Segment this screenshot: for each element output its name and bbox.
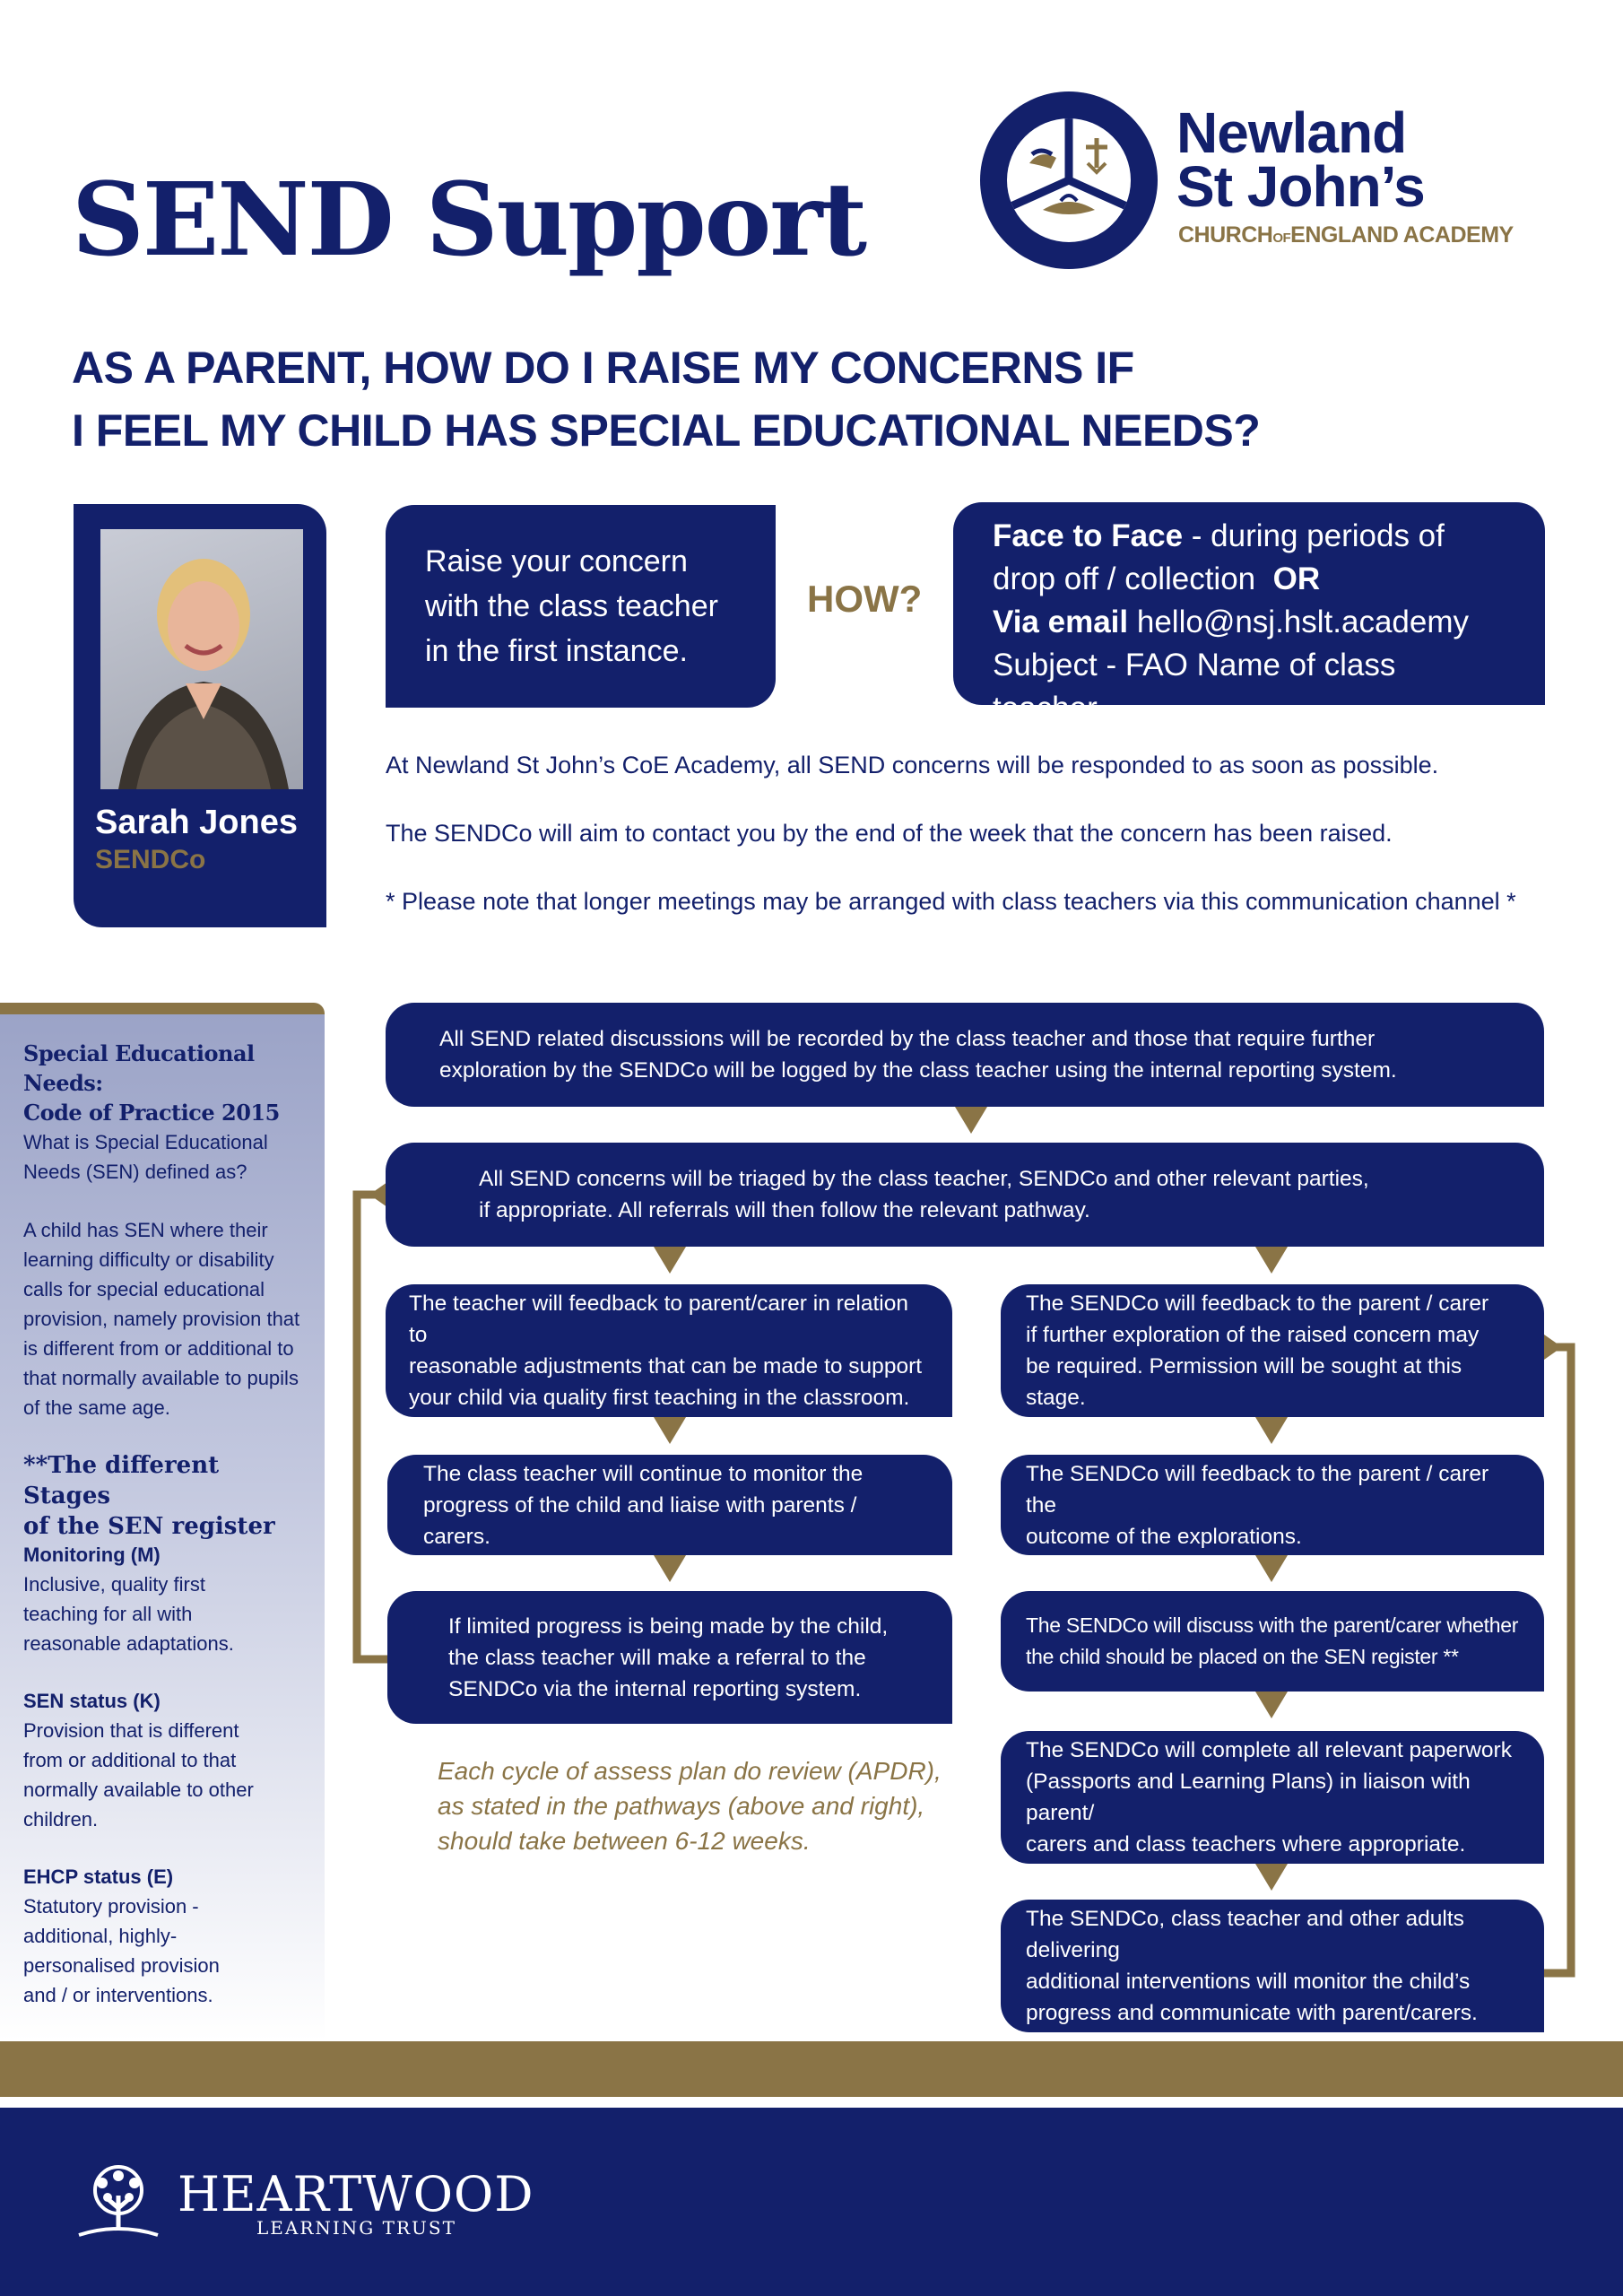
flow-text: All SEND related discussions will be recorded by the class teacher and those that require further xyxy=(439,1027,1376,1051)
stage-e-label: EHCP status (E) xyxy=(23,1866,174,1888)
raise-line2: with the class teacher xyxy=(425,589,718,623)
flow-right-paperwork xyxy=(1001,1731,1544,1864)
flow-text: reasonable adjustments that can be made to support xyxy=(409,1354,923,1378)
info-note: * Please note that longer meetings may be arranged with class teachers via this communication channel * xyxy=(386,888,1516,915)
trust-subtitle: LEARNING TRUST xyxy=(256,2217,456,2239)
stage-m-line: teaching for all with xyxy=(23,1603,193,1625)
email-subject: Subject - FAO Name of class teacher xyxy=(993,648,1396,726)
raise-line1: Raise your concern xyxy=(425,544,688,578)
flow-step-triage xyxy=(386,1143,1544,1247)
flow-text: The SENDCo will complete all relevant paperwork xyxy=(1026,1738,1512,1762)
flow-left-feedback xyxy=(386,1284,952,1417)
stage-e-line: personalised provision xyxy=(23,1954,220,1977)
school-name-line2: St John’s xyxy=(1176,154,1425,219)
flow-text: be required. Permission will be sought at this stage. xyxy=(1026,1354,1462,1410)
sendco-name: Sarah Jones xyxy=(95,804,298,841)
stage-k-line: children. xyxy=(23,1808,99,1831)
flow-step-record xyxy=(386,1003,1544,1107)
stage-k-line: normally available to other xyxy=(23,1779,254,1801)
flow-text: SENDCo via the internal reporting system. xyxy=(448,1676,862,1701)
def-line: learning difficulty or disability xyxy=(23,1248,274,1271)
stage-e-line: additional, highly- xyxy=(23,1925,178,1947)
flow-arrow xyxy=(654,1247,686,1274)
flow-text: the class teacher will make a referral to the xyxy=(448,1645,866,1670)
flow-text: progress and communicate with parent/carers. xyxy=(1026,2001,1478,2025)
flow-text: the child should be placed on the SEN register ** xyxy=(1026,1645,1459,1668)
apdr-line: as stated in the pathways (above and right), xyxy=(438,1792,925,1820)
flow-arrow xyxy=(654,1417,686,1444)
flow-text: The SENDCo, class teacher and other adults delivering xyxy=(1026,1907,1464,1962)
info-response: At Newland St John’s CoE Academy, all SEND concerns will be responded to as soon as possible. xyxy=(386,752,1439,778)
apdr-line: should take between 6-12 weeks. xyxy=(438,1827,811,1855)
stage-k-line: Provision that is different xyxy=(23,1719,239,1742)
def-line: of the same age. xyxy=(23,1396,170,1419)
stage-k-line: from or additional to that xyxy=(23,1749,237,1771)
flow-right-register xyxy=(1001,1591,1544,1692)
sidebar-heading-line1: Special Educational Needs: xyxy=(23,1040,255,1096)
flow-text: The SENDCo will discuss with the parent/carer whether xyxy=(1026,1613,1519,1637)
flow-arrow xyxy=(1255,1247,1288,1274)
stage-e-line: Statutory provision - xyxy=(23,1895,199,1918)
footer-gold-band xyxy=(0,2041,1623,2097)
stage-m-line: reasonable adaptations. xyxy=(23,1632,234,1655)
flow-arrow xyxy=(1255,1864,1288,1891)
flow-arrow xyxy=(654,1555,686,1582)
email-label: Via email xyxy=(993,604,1129,639)
flow-text: The SENDCo will feedback to the parent / carer the xyxy=(1026,1461,1489,1518)
flow-text: The class teacher will continue to monitor the xyxy=(423,1461,864,1486)
email-link[interactable]: hello@nsj.hslt.academy xyxy=(1128,604,1470,639)
raise-line3: in the first instance. xyxy=(425,634,688,668)
question-line1: AS A PARENT, HOW DO I RAISE MY CONCERNS IF xyxy=(72,343,1134,393)
def-line: is different from or additional to xyxy=(23,1337,294,1360)
or-label: OR xyxy=(1272,561,1321,596)
sendco-role: SENDCo xyxy=(95,845,206,874)
trust-name: HEARTWOOD xyxy=(178,2166,534,2222)
def-line: A child has SEN where their xyxy=(23,1219,268,1241)
stage-m-label: Monitoring (M) xyxy=(23,1544,161,1566)
f2f-line2: drop off / collection xyxy=(993,561,1256,596)
school-sub-of: OF xyxy=(1272,230,1291,246)
question-line2: I FEEL MY CHILD HAS SPECIAL EDUCATIONAL NEEDS? xyxy=(72,405,1261,456)
flow-text: All SEND concerns will be triaged by the class teacher, SENDCo and other relevant parties, xyxy=(479,1167,1369,1191)
def-line: that normally available to pupils xyxy=(23,1367,299,1389)
flow-text: outcome of the explorations. xyxy=(1026,1524,1302,1549)
flow-text: if further exploration of the raised concern may xyxy=(1026,1323,1480,1347)
sidebar-heading-line2: Code of Practice 2015 xyxy=(23,1100,280,1126)
flow-right-feedback xyxy=(1001,1284,1544,1417)
school-sub-a: CHURCH xyxy=(1178,222,1273,248)
sidebar-q-line1: What is Special Educational xyxy=(23,1131,268,1153)
flow-text: exploration by the SENDCo will be logged by the class teacher using the internal reporting system. xyxy=(439,1058,1397,1083)
stages-line1: **The different Stages xyxy=(23,1452,220,1509)
flow-text: additional interventions will monitor the child’s xyxy=(1026,1970,1471,1994)
stage-k-label: SEN status (K) xyxy=(23,1690,161,1712)
flow-text: If limited progress is being made by the child, xyxy=(448,1613,889,1639)
flow-text: The teacher will feedback to parent/carer in relation to xyxy=(409,1292,908,1347)
def-line: provision, namely provision that xyxy=(23,1308,300,1330)
flow-arrow xyxy=(1255,1417,1288,1444)
flow-arrow xyxy=(1255,1555,1288,1582)
flow-left-monitor xyxy=(387,1455,952,1555)
f2f-text: - during periods of xyxy=(1183,518,1445,553)
flow-text: your child via quality first teaching in the classroom. xyxy=(409,1386,910,1410)
apdr-line: Each cycle of assess plan do review (APDR), xyxy=(438,1757,942,1785)
info-contact-time: The SENDCo will aim to contact you by the end of the week that the concern has been raised. xyxy=(386,820,1393,847)
flow-text: (Passports and Learning Plans) in liaison with parent/ xyxy=(1026,1770,1471,1825)
def-line: calls for special educational xyxy=(23,1278,265,1300)
how-label: HOW? xyxy=(807,578,923,620)
flow-text: carers and class teachers where appropriate. xyxy=(1026,1832,1466,1857)
apdr-note xyxy=(438,1753,942,1858)
school-sub-b: ENGLAND ACADEMY xyxy=(1290,222,1514,248)
flow-text: if appropriate. All referrals will then follow the relevant pathway. xyxy=(479,1198,1090,1222)
flow-arrow xyxy=(1255,1692,1288,1718)
flow-text: progress of the child and liaise with parents / carers. xyxy=(423,1492,857,1549)
flow-text: The SENDCo will feedback to the parent / carer xyxy=(1026,1292,1489,1316)
stage-e-line: and / or interventions. xyxy=(23,1984,213,2006)
tree-icon xyxy=(75,2163,161,2242)
page-title: SEND Support xyxy=(72,161,866,279)
flow-right-outcome xyxy=(1001,1455,1544,1555)
flow-right-interventions xyxy=(1001,1900,1544,2032)
stages-line2: of the SEN register xyxy=(23,1513,275,1540)
f2f-label: Face to Face xyxy=(993,518,1184,553)
flow-left-referral xyxy=(387,1591,952,1724)
school-name-line1: Newland xyxy=(1176,100,1407,165)
flow-arrow xyxy=(955,1107,987,1134)
stage-m-line: Inclusive, quality first xyxy=(23,1573,205,1596)
sidebar-q-line2: Needs (SEN) defined as? xyxy=(23,1161,247,1183)
